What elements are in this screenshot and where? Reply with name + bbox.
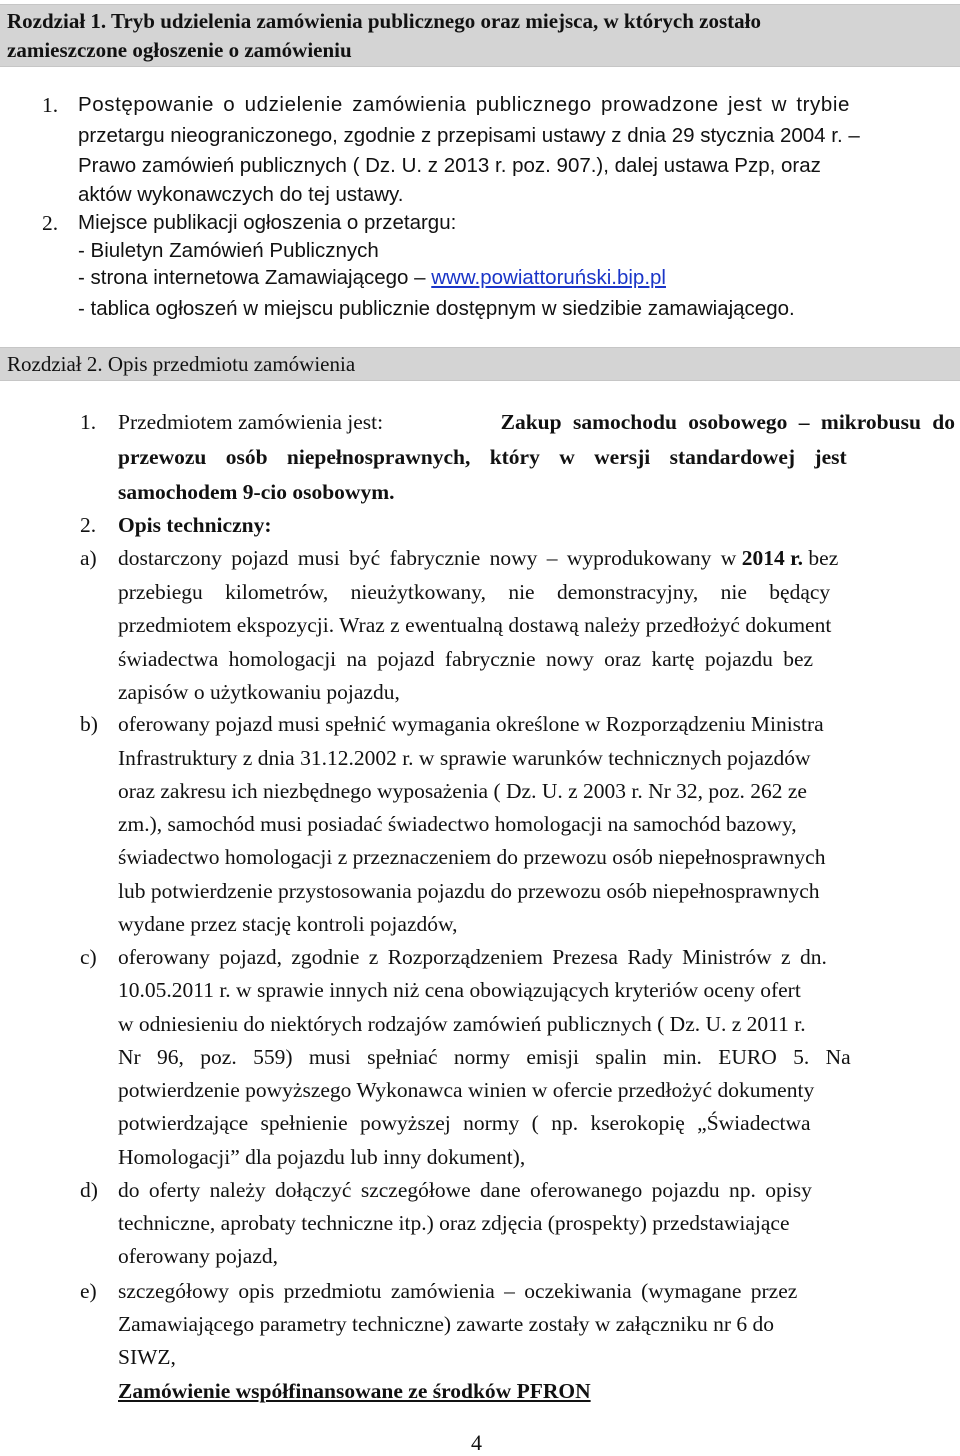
point-c-line-1: oferowany pojazd, zgodnie z Rozporządzeniem Prezesa Rady Ministrów z dn. [118,945,827,969]
website-link[interactable]: www.powiattoruński.bip.pl [431,266,666,289]
point-a-text-start: dostarczony pojazd musi być fabrycznie nowy – wyprodukowany w [118,546,737,570]
section-2-header [0,347,960,381]
point-d-line-3: oferowany pojazd, [118,1244,278,1268]
point-e-line-1: szczegółowy opis przedmiotu zamówienia – oczekiwania (wymagane przez [118,1279,798,1303]
point-c-line-2: 10.05.2011 r. w sprawie innych niż cena obowiązujących kryteriów oceny ofert [118,978,801,1002]
section-2-item-2-number: 2. [80,513,97,537]
point-a-line-3: przedmiotem ekspozycji. Wraz z ewentualną dostawą należy przedłożyć dokument [118,613,832,637]
section-1-item-1-text: Postępowanie o udzielenie zamówienia publicznego prowadzone jest w trybie [78,93,851,116]
point-b-line-5: świadectwo homologacji z przeznaczeniem do przewozu osób niepełnosprawnych [118,845,826,869]
section-1-item-1-line-2: przetargu nieograniczonego, zgodnie z przepisami ustawy z dnia 29 stycznia 2004 r. – [78,124,860,147]
point-e-label: e) [80,1279,97,1303]
website-prefix: - strona internetowa Zamawiającego – [78,266,426,289]
point-b-line-6: lub potwierdzenie przystosowania pojazdu do przewozu osób niepełnosprawnych [118,879,820,903]
section-2-item-1-number: 1. [80,410,97,434]
production-year: 2014 r. [741,546,804,570]
point-b-line-1: oferowany pojazd musi spełnić wymagania określone w Rozporządzeniu Ministra [118,712,824,736]
point-b-line-2: Infrastruktury z dnia 31.12.2002 r. w sprawie warunków technicznych pojazdów [118,746,811,770]
point-b-line-7: wydane przez stację kontroli pojazdów, [118,912,458,936]
point-c-line-4: Nr 96, poz. 559) musi spełniać normy emisji spalin min. EURO 5. Na [118,1045,851,1069]
point-e-line-3: SIWZ, [118,1345,176,1369]
website-line [78,263,666,293]
item-subject-part-1: Zakup samochodu osobowego – mikrobusu do [500,410,955,434]
point-a-line-2: przebiegu kilometrów, nieużytkowany, nie demonstracyjny, nie będący [118,580,831,604]
section-1-header [0,4,960,67]
point-b-line-3: oraz zakresu ich niezbędnego wyposażenia ( Dz. U. z 2003 r. Nr 32, poz. 262 ze [118,779,807,803]
point-a-text-end: bez [808,546,839,570]
section-2-item-1-line-2: przewozu osób niepełnosprawnych, który w wersji standardowej jest [118,445,847,469]
section-1-item-1-line-3: Prawo zamówień publicznych ( Dz. U. z 2013 r. poz. 907.), dalej ustawa Pzp, oraz [78,154,821,177]
point-c-line-5: potwierdzenie powyższego Wykonawca winien w ofercie przedłożyć dokumenty [118,1078,815,1102]
section-1-item-2-number: 2. [42,211,59,235]
section-2-item-1-line-3: samochodem 9-cio osobowym. [118,480,395,504]
section-1-item-1-line-1 [78,90,955,120]
section-1-title-line-1: Rozdział 1. Tryb udzielenia zamówienia publicznego oraz miejsca, w których zostało [7,9,761,33]
item-intro: Przedmiotem zamówienia jest: [118,410,384,434]
point-d-line-2: techniczne, aprobaty techniczne itp.) oraz zdjęcia (prospekty) przedstawiające [118,1211,790,1235]
notice-board-line: - tablica ogłoszeń w miejscu publicznie dostępnym w siedzibie zamawiającego. [78,297,795,320]
point-b-line-4: zm.), samochód musi posiadać świadectwo homologacji na samochód bazowy, [118,812,797,836]
section-1-item-1-line-4: aktów wykonawczych do tej ustawy. [78,183,404,206]
section-2-item-1-line-1 [118,407,955,437]
point-a-line-4: świadectwa homologacji na pojazd fabrycznie nowy oraz kartę pojazdu bez [118,647,814,671]
section-1-title-line-2: zamieszczone ogłoszenie o zamówieniu [7,38,352,62]
technical-description-heading: Opis techniczny: [118,513,272,537]
point-b-label: b) [80,712,98,736]
point-c-line-6: potwierdzające spełnienie powyższej normy ( np. kserokopię „Świadectwa [118,1111,811,1135]
point-c-line-3: w odniesieniu do niektórych rodzajów zamówień publicznych ( Dz. U. z 2011 r. [118,1012,806,1036]
point-c-label: c) [80,945,97,969]
point-c-line-7: Homologacji” dla pojazdu lub inny dokument), [118,1145,526,1169]
point-a-line-5: zapisów o użytkowaniu pojazdu, [118,680,400,704]
section-1-item-2-line-1: Miejsce publikacji ogłoszenia o przetargu: [78,211,457,234]
bulletin-line: - Biuletyn Zamówień Publicznych [78,239,379,262]
point-a-line-1 [118,543,838,573]
section-2-title: Rozdział 2. Opis przedmiotu zamówienia [7,352,356,376]
page-number: 4 [471,1430,482,1455]
section-1-item-1-number: 1. [42,93,59,117]
point-e-line-2: Zamawiającego parametry techniczne) zawarte zostały w załączniku nr 6 do [118,1312,775,1336]
point-a-label: a) [80,546,97,570]
pfron-note: Zamówienie współfinansowane ze środków PFRON [118,1379,591,1403]
point-d-label: d) [80,1178,98,1202]
point-d-line-1: do oferty należy dołączyć szczegółowe dane oferowanego pojazdu np. opisy [118,1178,812,1202]
